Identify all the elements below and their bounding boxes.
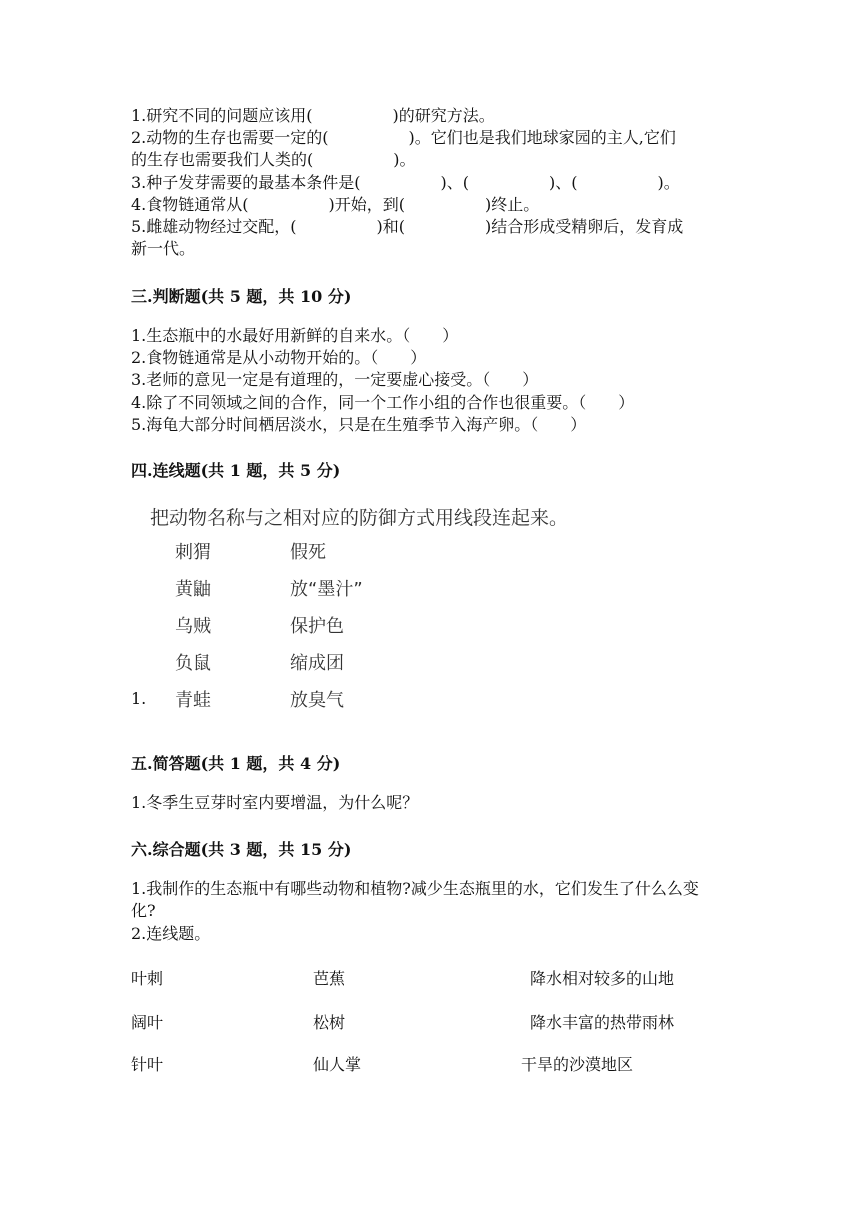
animal-name: 青蛙 bbox=[175, 690, 211, 711]
comprehensive-item-1: 1.我制作的生态瓶中有哪些动物和植物?减少生态瓶里的水，它们发生了什么么变 bbox=[131, 879, 699, 898]
defense-method: 假死 bbox=[290, 542, 326, 563]
defense-method: 保护色 bbox=[290, 616, 344, 637]
fill-blank-line-2: 2.动物的生存也需要一定的( )。它们也是我们地球家园的主人,它们 bbox=[131, 128, 676, 147]
comprehensive-item-2: 2.连线题。 bbox=[131, 924, 211, 943]
matching-figure bbox=[140, 493, 610, 721]
fill-blank-line-1: 1.研究不同的问题应该用( )的研究方法。 bbox=[131, 106, 495, 125]
plant-name: 芭蕉 bbox=[313, 969, 346, 988]
leaf-type: 针叶 bbox=[131, 1055, 164, 1074]
figure-caption: 把动物名称与之相对应的防御方式用线段连起来。 bbox=[150, 507, 569, 529]
section-heading-matching: 四.连线题(共 1 题，共 5 分) bbox=[131, 461, 341, 480]
fill-blank-line-5-cont: 新一代。 bbox=[131, 239, 196, 258]
fill-blank-line-3: 3.种子发芽需要的最基本条件是( )、( )、( )。 bbox=[131, 173, 680, 192]
animal-name: 乌贼 bbox=[175, 616, 211, 637]
animal-name: 黄鼬 bbox=[175, 579, 211, 600]
fill-blank-line-2-cont: 的生存也需要我们人类的( )。 bbox=[131, 150, 416, 169]
defense-method: 放臭气 bbox=[290, 690, 344, 711]
judgement-item-1: 1.生态瓶中的水最好用新鲜的自来水。（ ） bbox=[131, 326, 459, 345]
fill-blank-line-5: 5.雌雄动物经过交配，( )和( )结合形成受精卵后，发育成 bbox=[131, 217, 684, 236]
defense-method: 缩成团 bbox=[290, 653, 344, 674]
section-heading-short-answer: 五.简答题(共 1 题，共 4 分) bbox=[131, 754, 341, 773]
judgement-item-4: 4.除了不同领域之间的合作，同一个工作小组的合作也很重要。（ ） bbox=[131, 393, 635, 412]
comprehensive-item-1-cont: 化? bbox=[131, 901, 156, 920]
plant-name: 松树 bbox=[313, 1013, 346, 1032]
animal-name: 刺猬 bbox=[175, 542, 211, 563]
leaf-type: 叶刺 bbox=[131, 969, 164, 988]
section-heading-judgement: 三.判断题(共 5 题，共 10 分) bbox=[131, 287, 352, 306]
defense-method: 放“墨汁” bbox=[290, 579, 363, 600]
section-heading-comprehensive: 六.综合题(共 3 题，共 15 分) bbox=[131, 840, 352, 859]
judgement-item-5: 5.海龟大部分时间栖居淡水，只是在生殖季节入海产卵。（ ） bbox=[131, 415, 587, 434]
short-answer-item-1: 1.冬季生豆芽时室内要增温，为什么呢？ bbox=[131, 793, 419, 812]
leaf-type: 阔叶 bbox=[131, 1013, 164, 1032]
habitat: 降水丰富的热带雨林 bbox=[530, 1013, 675, 1032]
plant-name: 仙人掌 bbox=[313, 1055, 362, 1074]
matching-item-number: 1. bbox=[131, 689, 147, 708]
judgement-item-3: 3.老师的意见一定是有道理的，一定要虚心接受。（ ） bbox=[131, 370, 539, 389]
judgement-item-2: 2.食物链通常是从小动物开始的。（ ） bbox=[131, 348, 427, 367]
habitat: 干旱的沙漠地区 bbox=[521, 1055, 634, 1074]
fill-blank-line-4: 4.食物链通常从( )开始，到( )终止。 bbox=[131, 195, 540, 214]
habitat: 降水相对较多的山地 bbox=[530, 969, 675, 988]
animal-name: 负鼠 bbox=[175, 653, 211, 674]
